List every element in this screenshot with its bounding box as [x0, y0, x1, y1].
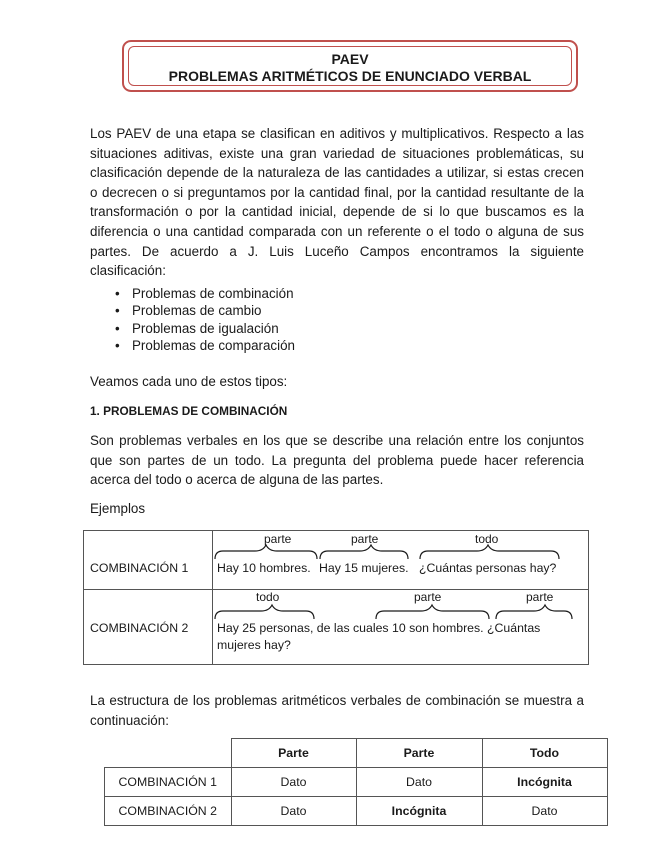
section-heading: 1. PROBLEMAS DE COMBINACIÓN	[90, 404, 288, 418]
table-header-row	[105, 739, 608, 768]
brace-label: parte	[351, 532, 379, 546]
brace-label: parte	[264, 532, 292, 546]
example-row	[84, 589, 588, 665]
title-box	[122, 40, 578, 92]
curly-brace	[320, 545, 408, 559]
structure-paragraph: La estructura de los problemas aritméticos verbales de combinación se muestra a continuación:	[90, 693, 584, 728]
title-inner-frame	[128, 46, 572, 86]
example-label: COMBINACIÓN 1	[90, 561, 189, 575]
structure-table	[104, 738, 608, 826]
table-cell: Incógnita	[482, 768, 607, 797]
table-header-cell: Parte	[231, 739, 356, 768]
table-header-cell: Parte	[356, 739, 482, 768]
example-row	[84, 531, 588, 590]
brace-label: todo	[256, 590, 280, 604]
section-paragraph: Son problemas verbales en los que se describe una relación entre los conjuntos que son partes de un todo. La pregunta del problema puede hacer referencia acerca del todo o acerca de alguna de las partes.	[90, 433, 584, 488]
title-line-1: PAEV	[331, 51, 369, 67]
table-cell: Dato	[231, 768, 356, 797]
list-item: • Problemas de cambio	[90, 302, 295, 319]
table-cell: Incógnita	[356, 797, 482, 826]
example-text-line: mujeres hay?	[217, 638, 291, 652]
example-label: COMBINACIÓN 2	[90, 621, 189, 635]
curly-brace	[215, 605, 314, 619]
example-text-line: Hay 25 personas, de las cuales 10 son hombres. ¿Cuántas	[217, 621, 541, 635]
curly-brace	[376, 605, 489, 619]
brace-label: todo	[475, 532, 499, 546]
table-row	[105, 768, 608, 797]
title-line-2: PROBLEMAS ARITMÉTICOS DE ENUNCIADO VERBAL	[168, 68, 532, 84]
intro-paragraph: Los PAEV de una etapa se clasifican en aditivos y multiplicativos. Respecto a las situaciones aditivas, existe una gran variedad de situaciones problemáticas, su clasificación depende de la naturaleza de las cantidades a utilizar, si estas crecen o decrecen o si preguntamos por la cantidad final, por la cantidad resultante de la transformación o por la cantidad inicial, depende de si lo que buscamos es la diferencia o una cantidad comparada con un referente o el todo o alguna de sus partes. De acuerdo a J. Luis Luceño Campos encontramos la siguiente clasificación:	[90, 126, 584, 279]
list-item: • Problemas de combinación	[90, 285, 295, 302]
brace-label: parte	[414, 590, 442, 604]
table-cell: Dato	[231, 797, 356, 826]
curly-brace	[420, 545, 559, 559]
example-segment: Hay 10 hombres.	[217, 561, 311, 575]
table-cell: Dato	[356, 768, 482, 797]
table-corner-cell	[105, 739, 232, 768]
example-segment: Hay 15 mujeres.	[319, 561, 409, 575]
ejemplos-label: Ejemplos	[90, 501, 146, 516]
curly-brace	[215, 545, 317, 559]
table-cell: Dato	[482, 797, 607, 826]
table-header-cell: Todo	[482, 739, 607, 768]
table-row	[105, 797, 608, 826]
examples-table	[83, 530, 589, 665]
veamos-text: Veamos cada uno de estos tipos:	[90, 374, 288, 389]
example-segment: ¿Cuántas personas hay?	[419, 561, 557, 575]
curly-brace	[496, 605, 572, 619]
list-item: • Problemas de igualación	[90, 320, 295, 337]
brace-label: parte	[526, 590, 554, 604]
table-row-label: COMBINACIÓN 1	[105, 768, 232, 797]
list-item: • Problemas de comparación	[90, 337, 295, 354]
table-row-label: COMBINACIÓN 2	[105, 797, 232, 826]
classification-list	[90, 285, 295, 354]
brace-group	[84, 531, 590, 589]
